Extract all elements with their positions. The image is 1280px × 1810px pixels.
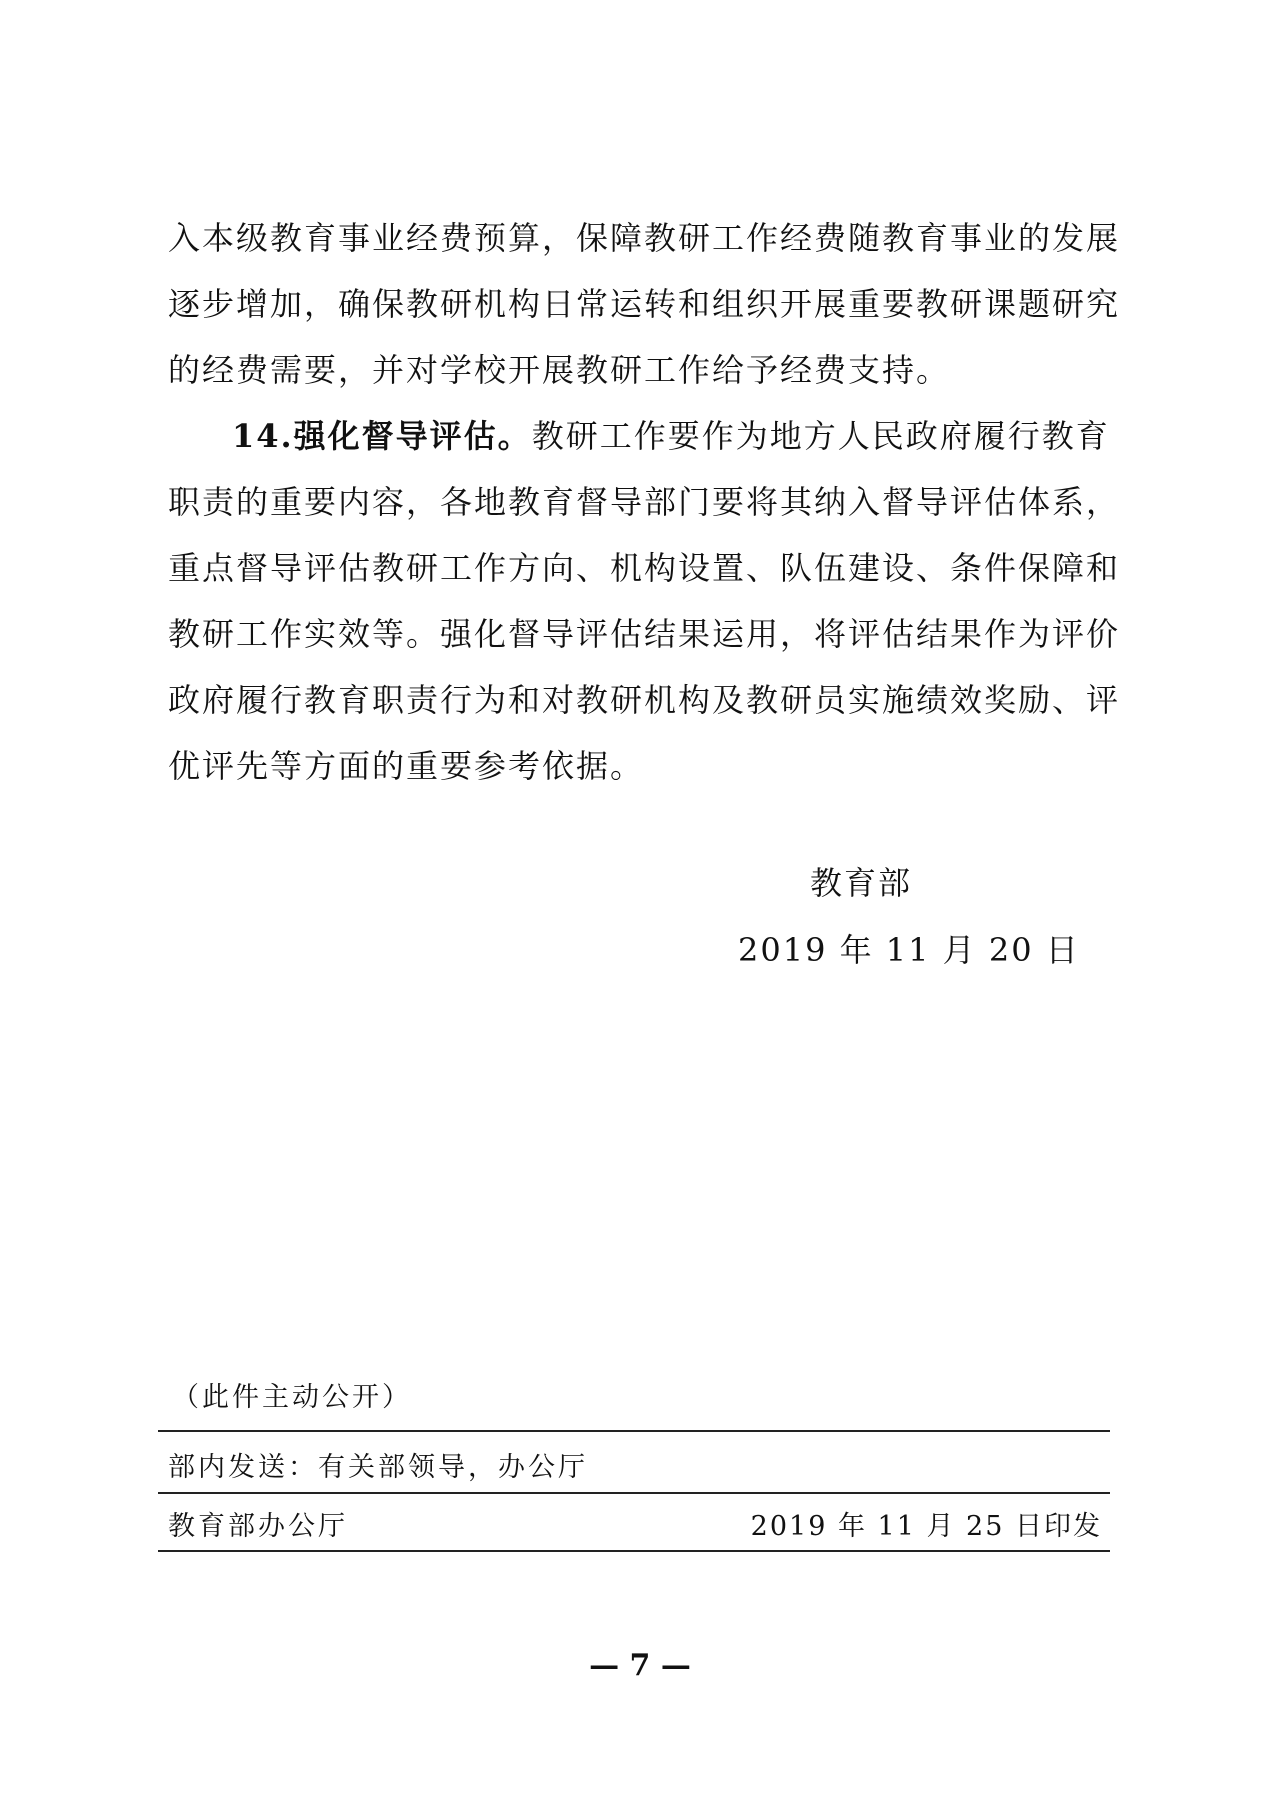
text-line: 入本级教育事业经费预算，保障教研工作经费随教育事业的发展 (168, 219, 1121, 257)
text-line: 教研工作实效等。强化督导评估结果运用，将评估结果作为评价 (168, 615, 1121, 653)
divider (158, 1492, 1110, 1494)
text-line: 政府履行教育职责行为和对教研机构及教研员实施绩效奖励、评 (168, 681, 1121, 719)
distribution-list: 部内发送：有关部领导，办公厅 (168, 1452, 588, 1483)
text-line: 的经费需要，并对学校开展教研工作给予经费支持。 (168, 351, 951, 389)
signature-date: 2019 年 11 月 20 日 (738, 931, 1080, 969)
divider (158, 1550, 1110, 1552)
text-line: 重点督导评估教研工作方向、机构设置、队伍建设、条件保障和 (168, 549, 1121, 587)
text-line: 职责的重要内容，各地教育督导部门要将其纳入督导评估体系， (168, 483, 1121, 521)
text-line: 逐步增加，确保教研机构日常运转和组织开展重要教研课题研究 (168, 285, 1121, 323)
issue-date: 2019 年 11 月 25 日印发 (750, 1511, 1102, 1542)
issuing-office: 教育部办公厅 (168, 1511, 348, 1542)
section-heading: 14.强化督导评估。 (232, 417, 532, 455)
paragraph-supervision (168, 403, 1133, 799)
public-disclosure-note: （此件主动公开） (172, 1382, 412, 1413)
text-line (168, 403, 1133, 469)
text-line: 优评先等方面的重要参考依据。 (168, 747, 645, 785)
page-number: — 7 — (589, 1648, 691, 1683)
paragraph-funding (168, 205, 1133, 403)
divider (158, 1430, 1110, 1432)
text-line-rest: 教研工作要作为地方人民政府履行教育 (531, 417, 1110, 455)
signature-organization: 教育部 (810, 864, 913, 902)
